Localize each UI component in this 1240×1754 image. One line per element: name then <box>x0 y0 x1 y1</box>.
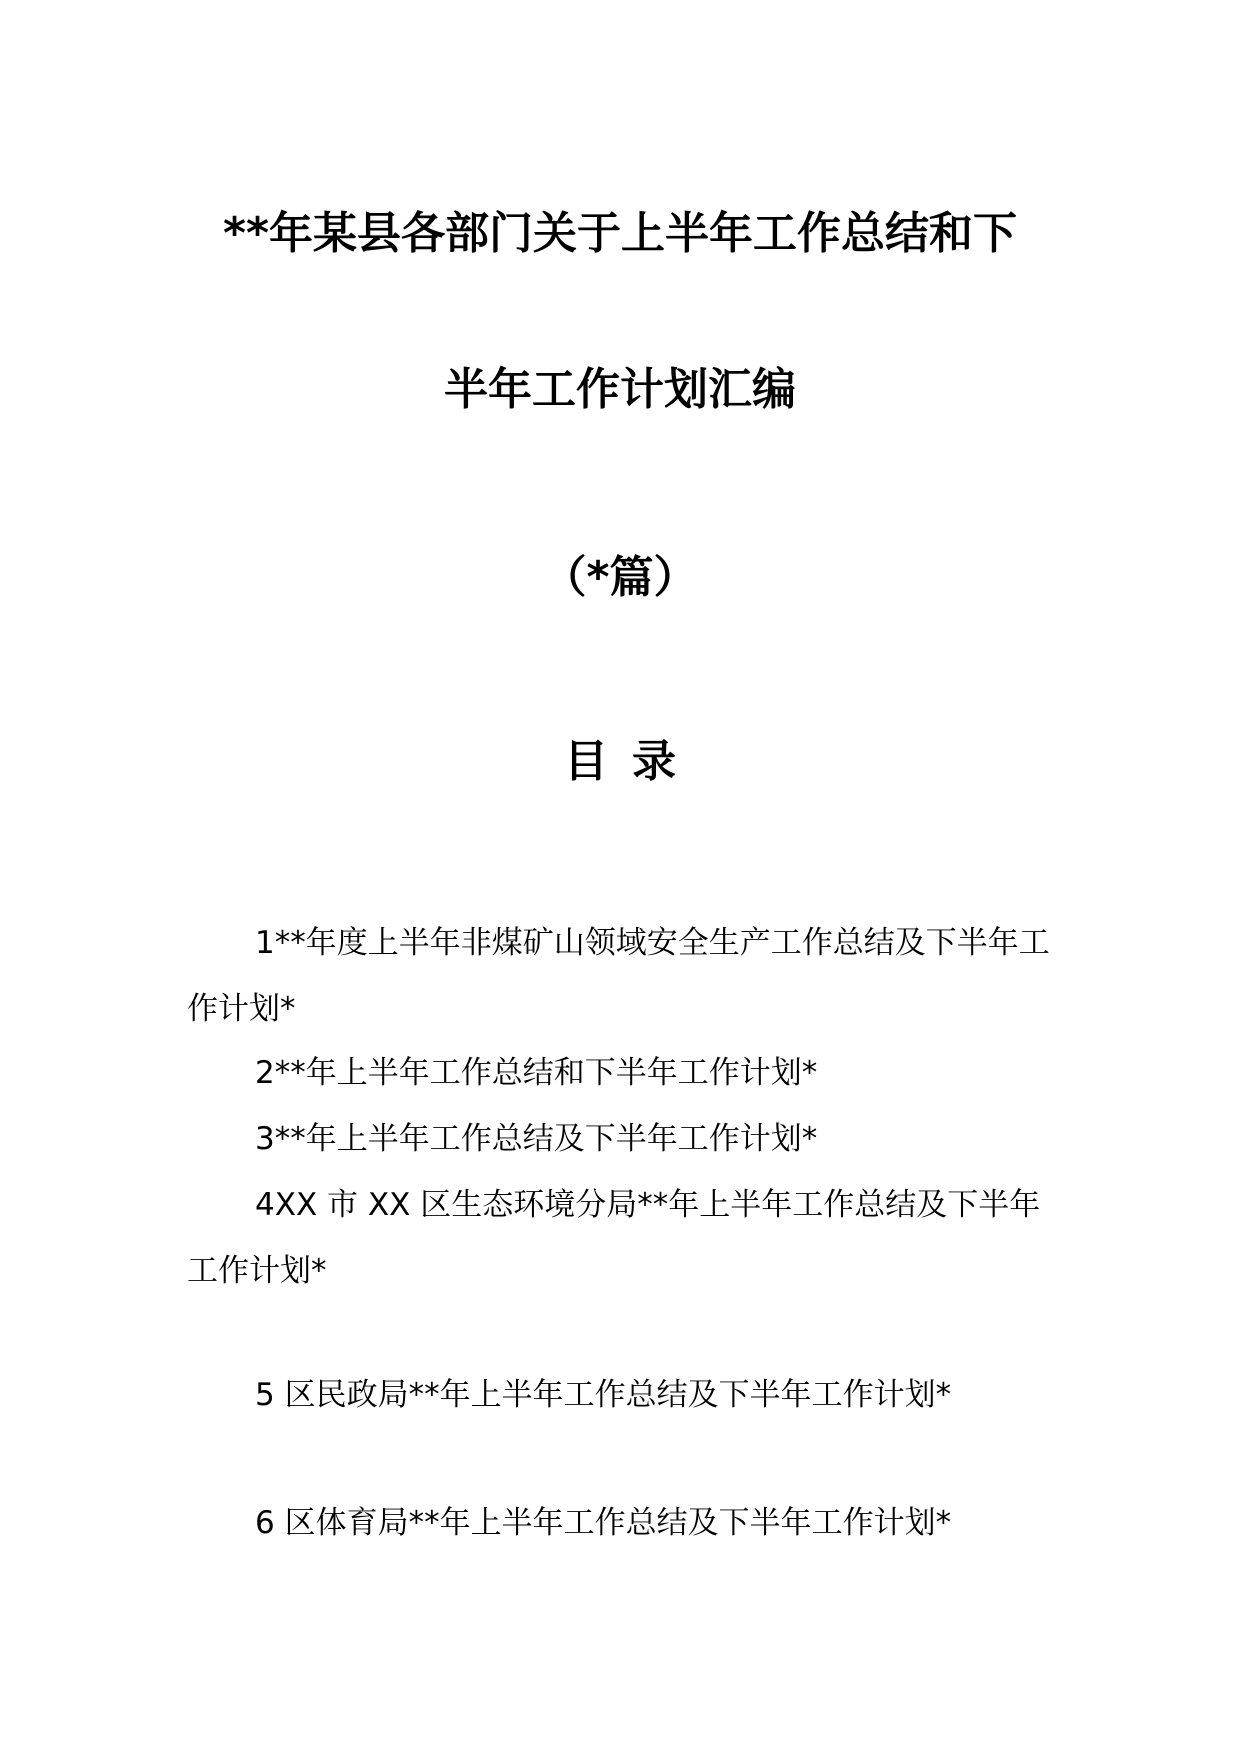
toc-item-6: 6 区体育局**年上半年工作总结及下半年工作计划* <box>255 1505 952 1541</box>
toc-heading: 目录 <box>564 736 700 787</box>
document-piece-count: （*篇） <box>542 552 698 603</box>
toc-item-2: 2**年上半年工作总结和下半年工作计划* <box>255 1055 818 1091</box>
toc-item-1: 1**年度上半年非煤矿山领域安全生产工作总结及下半年工作计划* <box>187 925 1050 1027</box>
document-title-line-2: 半年工作计划汇编 <box>444 364 796 415</box>
document-title-line-1: **年某县各部门关于上半年工作总结和下 <box>222 208 1018 259</box>
toc-item-5: 5 区民政局**年上半年工作总结及下半年工作计划* <box>255 1377 952 1413</box>
toc-item-3: 3**年上半年工作总结及下半年工作计划* <box>255 1121 818 1157</box>
toc-item-4: 4XX 市 XX 区生态环境分局**年上半年工作总结及下半年工作计划* <box>187 1187 1041 1289</box>
